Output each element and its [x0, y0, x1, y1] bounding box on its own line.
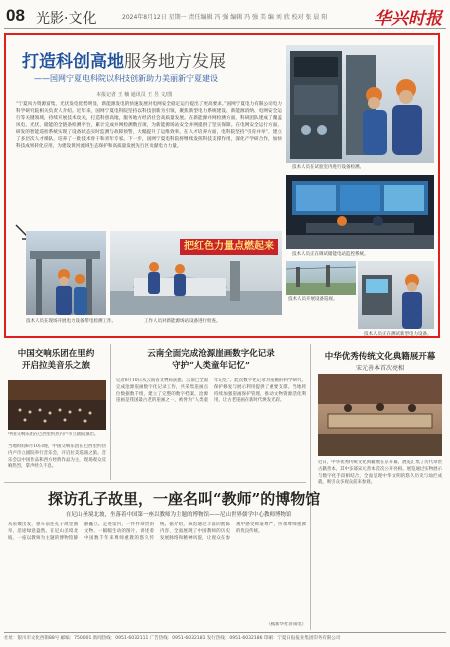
bottom-article-title: 探访孔子故里，一座名叫“教师”的博物馆 [48, 490, 321, 508]
feature-byline: 本报记者 王 楠 通讯员 王 昱 文/图 [96, 92, 173, 98]
bottom-article-subtitle: 在尼山圣境北坡，坐落着中国第一座以教师为主题的博物馆——尼山世界儒学中心教师博物馆 [66, 512, 292, 518]
control-room-illustration [286, 175, 434, 249]
column-divider [310, 344, 311, 630]
substation-photo [286, 261, 356, 295]
exhibition-photo [318, 374, 442, 456]
column-title: 中华优秀传统文化典籍展开幕 [324, 352, 436, 362]
photo-caption: 工作人员对新能源场站设备进行检查。 [144, 319, 221, 324]
page-number: 08 [6, 6, 25, 25]
control-room-photo [286, 175, 434, 249]
issue-meta: 2024年8月12日 星期一 责任编辑 冯 强 编辑 冯 强 美 编 刘 欣 校对 张 晨 阳 [122, 14, 328, 21]
column-title: 中国交响乐团在里约 开启拉美音乐之旅 [17, 349, 95, 371]
section-rule [4, 482, 306, 483]
device-test-photo [358, 261, 434, 329]
photo-caption: 技术人员在试验室内进行设备检测。 [292, 165, 364, 170]
feature-subtitle: ——国网宁夏电科院以科技创新助力美丽新宁夏建设 [34, 74, 218, 83]
bottom-article-credit: （据新华社济南电） [266, 622, 306, 627]
feature-title: 打造科创高地服务地方发展 [22, 52, 226, 72]
photo-caption: 中国交响乐团在巴西里约热内卢市立剧院演出。 [8, 432, 99, 437]
feature-body: “宁夏风力资源富集、光伏发电优势明显，新能源发电的快速发展对电网安全稳定运行提出了更高要求。”国网宁夏电力有限公司电力科学研究院相关负责人介绍。近年来，国网宁夏电科院坚持以科技创新为引领，聚焦新型电力系统建设、新能源消纳、电网安全运行等关键领域，持续开展技术攻关，打造科创高地，服务地方经济社会高质量发展。在新能源并网检测方面，科研团队建成了覆盖风电、光伏、储能的全链条检测平台，累计完成并网检测数百项，为新能源场站安全并网提供了坚实保障。在电网安全运行方面，研发的智能巡检系统实现了设备状态实时监测与故障预警，大幅提升了运维效率。在人才培养方面，电科院坚持“引育并举”，建立了多层次人才梯队，培养了一批技术骨干和青年专家。下一步，国网宁夏电科院将继续发挥科技支撑作用，深化产学研合作，加快科技成果转化应用，为建设黄河流域生态保护和高质量发展先行区贡献电力力量。 [16, 102, 282, 149]
substation-illustration [286, 261, 356, 295]
header-rule [4, 28, 446, 29]
section-name: 光影·文化 [36, 11, 97, 27]
orchestra-photo [8, 380, 106, 430]
page-footer: 社址：银川市文化西街88号 邮编：750001 新闻热线：0951-6032111 广告热线：0951-6032181 发行热线：0951-6032186 印刷：宁夏日报报业集团印务有限公司 [4, 632, 446, 641]
bottom-article-body: 从泉城出发，驱车前往孔子故里曲阜，沿途绿意盎然。在尼山圣境北坡，一座以教师为主题的博物馆静静矗立。走进馆内，一件件珍贵的文物、一幅幅生动的图片，讲述着中国数千年来尊师重教的悠久传统。据介绍，该馆通过丰富的展陈内容，全面展现了中国教师的历史发展脉络和精神风貌，让观众在参观中感受师道尊严，传承尊师重教的优良传统。 [8, 522, 306, 541]
photo-caption: 技术人员开展设备巡视。 [288, 297, 338, 302]
column-subtitle: 宋元善本首次亮相 [355, 365, 404, 372]
plant-photo [110, 231, 282, 315]
feature-article [4, 33, 440, 338]
lab-photo [286, 45, 434, 163]
photo-caption: 技术人员正在调试储能电站监控系统。 [292, 252, 369, 257]
device-test-illustration [358, 261, 434, 329]
masthead-logo: 华兴时报 [374, 9, 442, 29]
column-body: 记者8月10日从云南省文物局获悉，云南已全面完成沧源崖画数字化记录工作，共采集崖画点位数据数千组，建立了完整的数字档案。沧源崖画是我国最古老的崖画之一，被誉为“人类童年记忆”。此次数字化记录为崖画的科学研究、保护修复与展示利用提供了重要支撑。当地将持续加强崖画保护管理，推动文物资源活化利用，让古老崖画在新时代焕发光彩。 [116, 378, 306, 404]
orchestra-illustration [8, 380, 106, 430]
page-header [0, 0, 450, 30]
exhibition-illustration [318, 374, 442, 456]
red-banner: 把红色力量点燃起来 [180, 239, 278, 255]
photo-caption: 技术人员正在测试新型电力设备。 [364, 332, 432, 337]
lab-photo-illustration [286, 45, 434, 163]
column-body: 当地时间8月10日晚，中国交响乐团在巴西里约热内卢市立剧院举行音乐会，开启拉美巡演之旅。音乐会以中国作品和西方经典作品为主，现场观众反响热烈，掌声经久不息。 [8, 444, 106, 470]
column-divider [110, 344, 111, 480]
field-photo [26, 231, 106, 315]
column-body: 近日，中华优秀传统文化典籍展在京开幕，展览汇集了历代珍贵古籍善本，其中多部宋元善本首次公开亮相。展览通过实物展示与数字化手段相结合，全面呈现中华文明的悠久历史与灿烂成就，吸引众多观众前来参观。 [318, 460, 442, 486]
photo-caption: 技术人员在现场开展电力设备带电检测工作。 [26, 319, 116, 324]
field-photo-illustration [26, 231, 106, 315]
column-title: 云南全面完成沧源崖画数字化记录 守护“人类童年记忆” [147, 349, 275, 371]
